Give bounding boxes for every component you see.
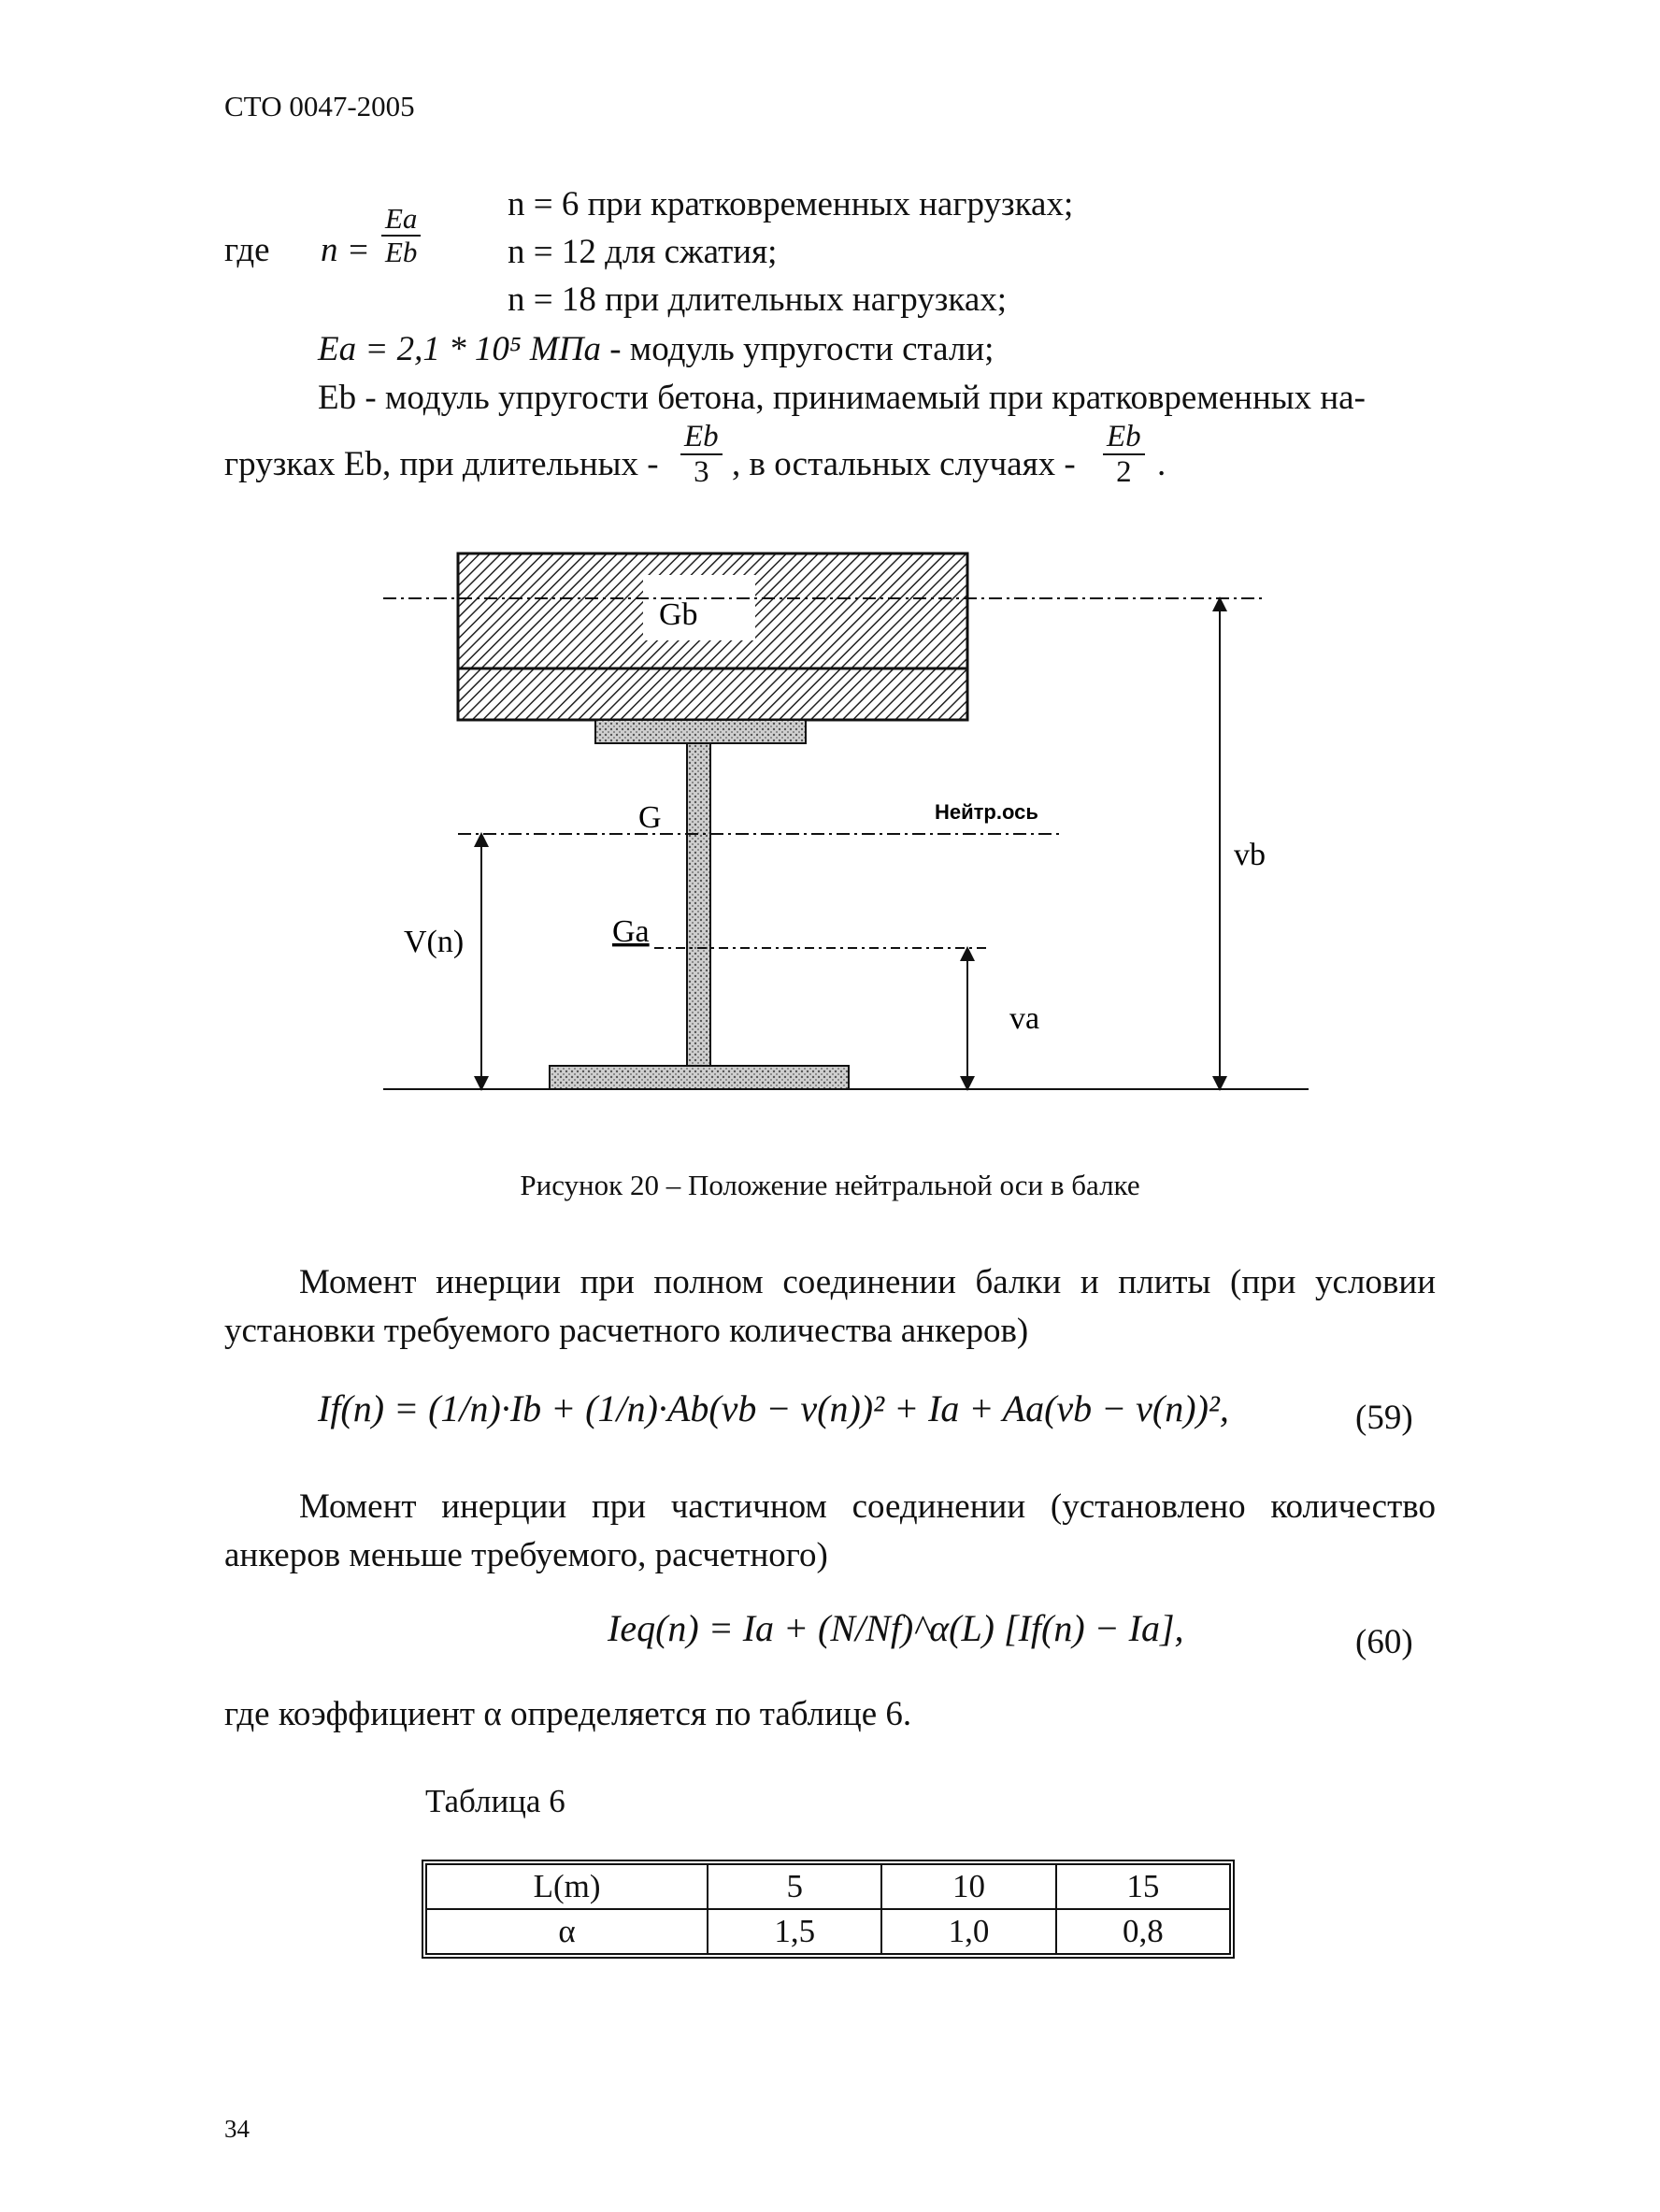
fraction-eb-3-denominator: 3 — [694, 454, 709, 489]
eb-definition-line2 — [224, 444, 659, 484]
paragraph-partial-connection: Момент инерции при частичном соединении (установлено количество анкеров меньше требуемого, расчетного) — [224, 1487, 1436, 1574]
label-neutral-axis: Нейтр.ось — [935, 800, 1038, 824]
eb-line2-start: грузках Eb, при длительных - — [224, 445, 659, 483]
paragraph-full-connection: Момент инерции при полном соединении балки и плиты (при условии установки требуемого расчетного количества анкеров) — [224, 1263, 1436, 1350]
ratio-numerator: Ea — [381, 204, 421, 237]
equation-60-number: (60) — [1355, 1623, 1413, 1661]
label-g: G — [638, 800, 662, 835]
table-cell: 15 — [1056, 1864, 1230, 1909]
figure-caption: Рисунок 20 – Положение нейтральной оси в балке — [520, 1169, 1140, 1201]
table-cell: L(m) — [426, 1864, 708, 1909]
paragraph-alpha-note: где коэффициент α определяется по таблице 6. — [224, 1695, 912, 1733]
table-6 — [425, 1863, 1231, 1955]
label-gb: Gb — [659, 597, 698, 632]
case-short-term: n = 6 при кратковременных нагрузках; — [508, 185, 1074, 223]
fraction-eb-2-numerator: Eb — [1103, 421, 1145, 455]
ratio-ea-eb — [381, 204, 421, 268]
table-cell: 1,5 — [708, 1909, 881, 1954]
eb-definition-line1: Eb - модуль упругости бетона, принимаемый при кратковременных на- — [318, 379, 1366, 417]
case-compression: n = 12 для сжатия; — [508, 233, 778, 271]
fraction-eb-2-denominator: 2 — [1116, 454, 1132, 489]
table-cell: 0,8 — [1056, 1909, 1230, 1954]
top-flange — [595, 720, 806, 743]
ratio-denominator: Eb — [385, 235, 418, 268]
where-label: где — [224, 231, 270, 269]
table-row — [426, 1909, 1230, 1954]
table-cell: 10 — [881, 1864, 1055, 1909]
document-code: СТО 0047-2005 — [224, 90, 415, 122]
table-row — [426, 1864, 1230, 1909]
equation-59: If(n) = (1/n)·Ib + (1/n)·Ab(vb − v(n))² + Ia + Aa(vb − v(n))², — [318, 1387, 1229, 1429]
equation-59-number: (59) — [1355, 1399, 1413, 1437]
label-va: va — [1009, 1001, 1040, 1036]
ea-definition — [318, 329, 994, 369]
fraction-eb-3 — [680, 421, 723, 489]
n-equals: n = — [321, 231, 370, 269]
ea-description: - модуль упругости стали; — [600, 330, 995, 368]
beam-web — [687, 743, 710, 1080]
ea-formula: Ea = 2,1 * 10⁵ МПа — [318, 330, 601, 368]
eb-line2-middle: , в остальных случаях - — [732, 445, 1076, 483]
case-long-term: n = 18 при длительных нагрузках; — [508, 280, 1008, 319]
beam-diagram — [374, 542, 1327, 1103]
fraction-eb-3-numerator: Eb — [680, 421, 723, 455]
equation-60: Ieq(n) = Ia + (N/Nf)^α(L) [If(n) − Ia], — [608, 1607, 1184, 1649]
bottom-flange — [550, 1066, 849, 1089]
table-cell: 1,0 — [881, 1909, 1055, 1954]
label-vb: vb — [1234, 838, 1266, 872]
label-ga: Ga — [612, 914, 650, 949]
fraction-eb-2 — [1103, 421, 1145, 489]
table-cell: 5 — [708, 1864, 881, 1909]
label-vn: V(n) — [404, 925, 465, 959]
table-cell: α — [426, 1909, 708, 1954]
table-caption: Таблица 6 — [425, 1783, 565, 1819]
eb-line2-end: . — [1157, 445, 1166, 483]
page-number: 34 — [224, 2115, 250, 2143]
